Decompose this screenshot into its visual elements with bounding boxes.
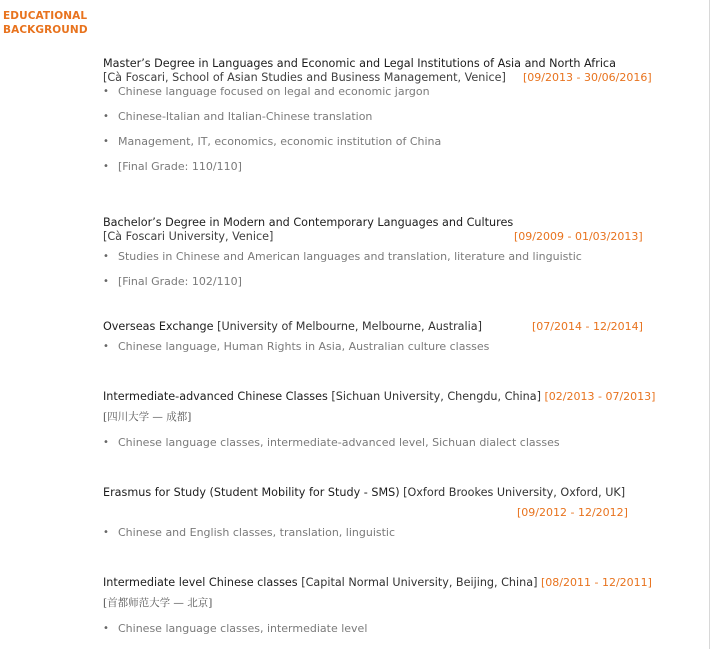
section-heading-line-2: BACKGROUND [3, 24, 88, 36]
entry-dates: [02/2013 - 07/2013] [544, 390, 656, 403]
entry-dates: [07/2014 - 12/2014] [532, 320, 643, 333]
entry-institution: [University of Melbourne, Melbourne, Australia] [217, 320, 482, 333]
entry-institution: [Oxford Brookes University, Oxford, UK] [403, 486, 626, 499]
entry-title: Overseas Exchange [103, 320, 214, 333]
list-item: • Chinese language classes, intermediate level [103, 622, 663, 636]
section-heading-line-1: EDUCATIONAL [3, 10, 88, 22]
entry-title: Master’s Degree in Languages and Economic and Legal Institutions of Asia and North Africa [103, 57, 616, 70]
education-entry-masters [103, 57, 663, 174]
entry-dates: [09/2009 - 01/03/2013] [514, 230, 643, 243]
list-item: • Chinese language classes, intermediate-advanced level, Sichuan dialect classes [103, 436, 663, 450]
entry-institution: [Sichuan University, Chengdu, China] [331, 390, 541, 403]
education-entry-sichuan [103, 390, 663, 450]
entry-dates: [09/2012 - 12/2012] [517, 506, 628, 519]
entry-title: Erasmus for Study (Student Mobility for Study - SMS) [103, 486, 400, 499]
entry-institution-line [103, 230, 663, 244]
entry-title-line [103, 320, 663, 334]
list-item: • [Final Grade: 110/110] [103, 160, 663, 174]
entry-bullet-list [103, 622, 663, 636]
entry-chinese-name: [四川大学 — 成都] [103, 411, 192, 423]
entry-institution-line [103, 71, 663, 85]
entry-bullet-list [103, 526, 663, 540]
list-item: • Management, IT, economics, economic institution of China [103, 135, 663, 149]
section-heading [3, 9, 88, 37]
entry-institution: [Cà Foscari, School of Asian Studies and Business Management, Venice] [103, 71, 506, 84]
entry-dates: [09/2013 - 30/06/2016] [523, 71, 652, 84]
entry-institution: [Capital Normal University, Beijing, China] [301, 576, 538, 589]
list-item: • Chinese language focused on legal and economic jargon [103, 85, 663, 99]
entry-title-line [103, 390, 663, 404]
entry-dates-line [103, 506, 663, 520]
entry-bullet-list [103, 85, 663, 174]
entry-title-line [103, 576, 663, 590]
list-item: • Chinese language, Human Rights in Asia, Australian culture classes [103, 340, 663, 354]
entry-title: Intermediate-advanced Chinese Classes [103, 390, 328, 403]
entry-dates: [08/2011 - 12/2011] [541, 576, 652, 589]
list-item: • [Final Grade: 102/110] [103, 275, 663, 289]
entry-chinese-name: [首都师范大学 — 北京] [103, 597, 213, 609]
entry-title: Bachelor’s Degree in Modern and Contemporary Languages and Cultures [103, 216, 514, 229]
education-entry-overseas-exchange [103, 320, 663, 354]
education-entry-bachelors [103, 216, 663, 289]
entry-bullet-list [103, 340, 663, 354]
list-item: • Studies in Chinese and American languages and translation, literature and linguistic [103, 250, 663, 264]
entry-title-line [103, 486, 663, 500]
list-item: • Chinese and English classes, translation, linguistic [103, 526, 663, 540]
entry-title: Intermediate level Chinese classes [103, 576, 298, 589]
list-item: • Chinese-Italian and Italian-Chinese translation [103, 110, 663, 124]
education-entry-capital-normal [103, 576, 663, 636]
page-edge-divider [709, 0, 710, 649]
entry-bullet-list [103, 436, 663, 450]
entry-bullet-list [103, 250, 663, 289]
entry-institution: [Cà Foscari University, Venice] [103, 230, 274, 243]
education-entry-erasmus [103, 486, 663, 540]
